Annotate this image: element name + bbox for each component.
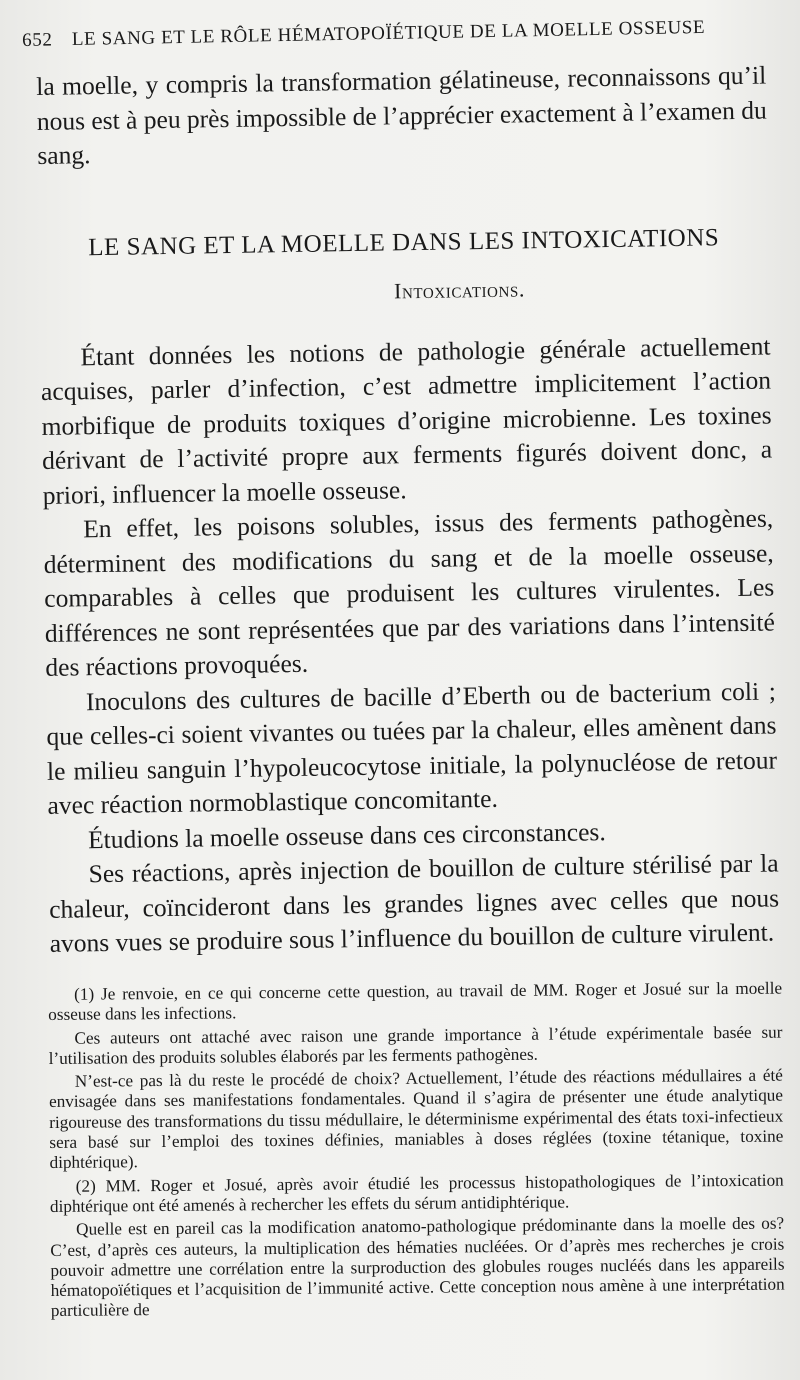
- main-text: [36, 59, 780, 962]
- section-title: LE SANG ET LA MOELLE DANS LES INTOXICATIONS: [88, 223, 720, 261]
- paragraph-5: Ses réactions, après injection de bouillon de culture stérilisé par la chaleur, coïncideront dans les grandes lignes avec celles que nous avons vues se produire sous l’influence du bouillon de culture virulent.: [48, 848, 780, 958]
- paragraph-2: En effet, les poisons solubles, issus des ferments pathogènes, déterminent des modifications du sang et de la moelle osseuse, comparables à celles que produisent les cultures virulentes. Les différences ne sont représentées que par des variations dans l’intensité des réactions provoquées.: [43, 503, 775, 682]
- running-title: LE SANG ET LE RÔLE HÉMATOPOÏÉTIQUE DE LA MOELLE OSSEUSE: [71, 16, 706, 51]
- running-header: [22, 17, 722, 52]
- footnote-2: (2) MM. Roger et Josué, après avoir étudié les processus histopathologiques de l’intoxication diphtérique ont été amenés à rechercher les effets du sérum antidiphtérique.: [49, 1170, 784, 1216]
- footnote-1-cont-a: Ces auteurs ont attaché avec raison une grande importance à l’étude expérimentale basée sur l’utilisation des produits solubles élaborés par les ferments pathogènes.: [48, 1022, 783, 1068]
- footnote-1-cont-b: N’est-ce pas là du reste le procédé de choix? Actuellement, l’étude des réactions médullaires a été envisagée dans ses manifestations fondamentales. Quand il s’agira de présenter une étude analytique rigoureuse des transformations du tissu médullaire, le déterminisme expérimental des états toxi-infectieux sera basé sur l’emploi des toxines définies, maniables à doses réglées (toxine tétanique, toxine diphtérique).: [48, 1065, 784, 1173]
- footnote-2-cont: Quelle est en pareil cas la modification anatomo-pathologique prédominante dans la moelle des os? C’est, d’après ces auteurs, la multiplication des hématies nucléées. Or d’après mes recherches je crois pouvoir admettre une corrélation entre la surproduction des globules rouges nucléés dans les appareils hématopoïétiques et l’acquisition de l’immunité active. Cette conception nous amène à une interprétation particulière de: [50, 1213, 785, 1321]
- paragraph-4: Étudions la moelle osseuse dans ces circonstances.: [87, 816, 606, 854]
- paragraph-3: Inoculons des cultures de bacille d’Eberth ou de bacterium coli ; que celles-ci soient vivantes ou tuées par la chaleur, elles amènent dans le milieu sanguin l’hypoleucocytose initiale, la polynucléose de retour avec réaction normoblastique concomitante.: [46, 675, 778, 820]
- section-subtitle: Intoxications.: [393, 276, 526, 304]
- footnotes: [48, 979, 785, 1325]
- page-number: 652: [22, 29, 53, 51]
- paragraph-1: Étant données les notions de pathologie générale actuellement acquises, parler d’infection, c’est admettre implicitement l’action morbifique de produits toxiques d’origine microbienne. Les toxines dérivant de l’activité propre aux ferments figurés doivent donc, a priori, influencer la moelle osseuse.: [40, 331, 773, 510]
- footnote-1: (1) Je renvoie, en ce qui concerne cette question, au travail de MM. Roger et Josué sur la moelle osseuse dans les infections.: [48, 978, 783, 1025]
- intro-paragraph: la moelle, y compris la transformation gélatineuse, reconnaissons qu’il nous est à peu près impossible de l’apprécier exactement à l’examen du sang.: [36, 60, 767, 170]
